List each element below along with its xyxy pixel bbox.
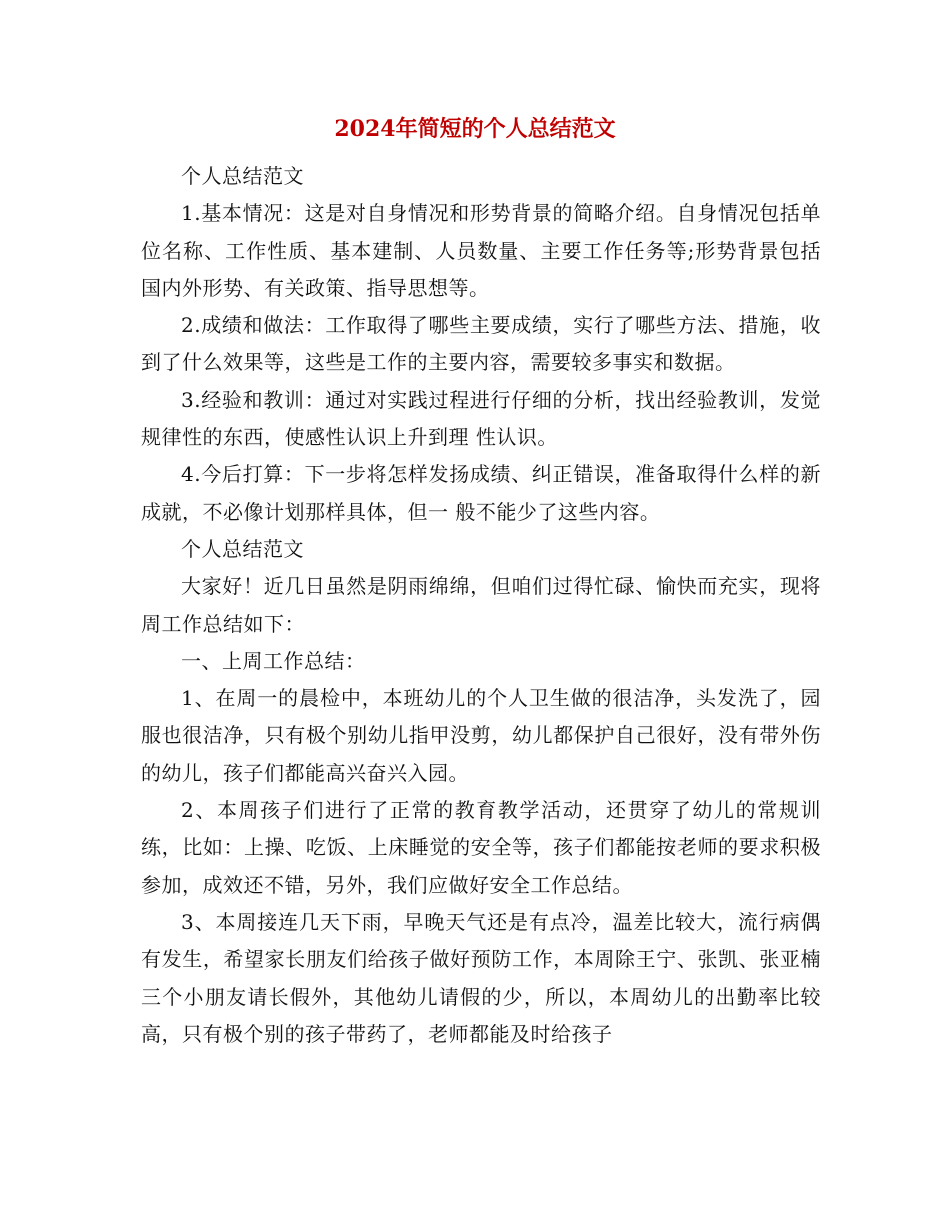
paragraph-lessons: 3.经验和教训：通过对实践过程进行仔细的分析，找出经验教训，发觉规律性的东西，使感性认识上升到理 性认识。 [141, 387, 821, 450]
document-title: 2024年简短的个人总结范文 [334, 116, 616, 142]
paragraph-greeting: 大家好！近几日虽然是阴雨绵绵，但咱们过得忙碌、愉快而充实，现将周工作总结如下： [141, 574, 821, 636]
paragraph-item-3: 3、本周接连几天下雨，早晚天气还是有点冷，温差比较大，流行病偶有发生，希望家长朋友们给孩子做好预防工作，本周除王宁、张凯、张亚楠三个小朋友请长假外，其他幼儿请假的少，所以，本周幼儿的出勤率比较高，只有极个别的孩子带药了，老师都能及时给孩子 [141, 909, 821, 1046]
paragraph-future-plans: 4.今后打算：下一步将怎样发扬成绩、纠正错误，准备取得什么样的新成就，不必像计划那样具体，但一 般不能少了这些内容。 [141, 462, 821, 524]
paragraph-section-heading-1: 个人总结范文 [181, 164, 304, 188]
paragraph-section-heading-2: 个人总结范文 [181, 536, 304, 561]
paragraph-achievements: 2.成绩和做法：工作取得了哪些主要成绩，实行了哪些方法、措施，收到了什么效果等，这些是工作的主要内容，需要较多事实和数据。 [141, 313, 821, 375]
paragraph-basic-situation: 1.基本情况：这是对自身情况和形势背景的简略介绍。自身情况包括单位名称、工作性质、基本建制、人员数量、主要工作任务等;形势背景包括国内外形势、有关政策、指导思想等。 [141, 201, 821, 300]
document-body [141, 158, 821, 1053]
paragraph-item-2: 2、本周孩子们进行了正常的教育教学活动，还贯穿了幼儿的常规训练，比如：上操、吃饭、上床睡觉的安全等，孩子们都能按老师的要求积极参加，成效还不错，另外，我们应做好安全工作总结。 [141, 798, 821, 897]
paragraph-last-week-heading: 一、上周工作总结： [181, 648, 366, 673]
paragraph-item-1: 1、在周一的晨检中，本班幼儿的个人卫生做的很洁净，头发洗了，园服也很洁净，只有极个别幼儿指甲没剪，幼儿都保护自己很好，没有带外伤的幼儿，孩子们都能高兴奋兴入园。 [141, 686, 821, 785]
